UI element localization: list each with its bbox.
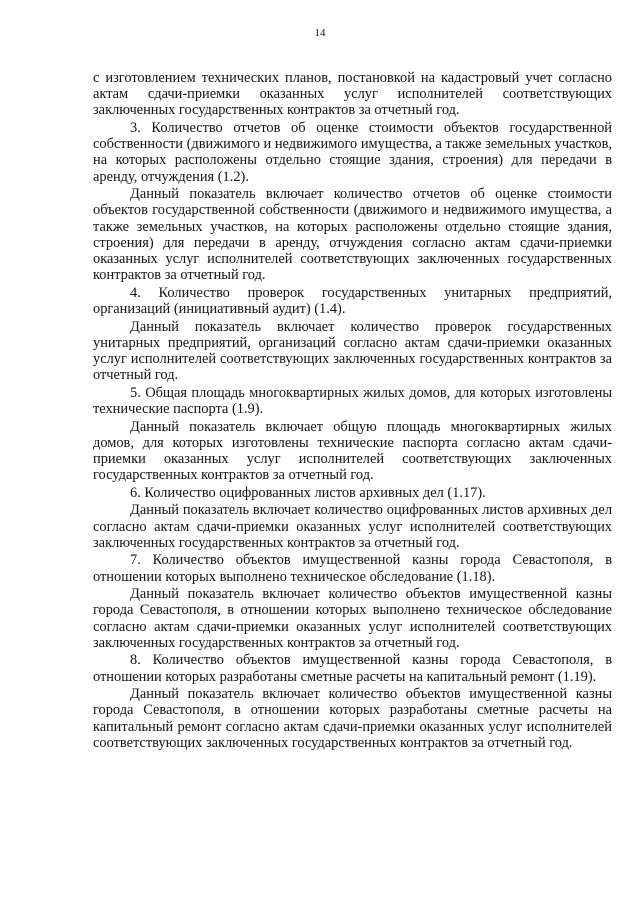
paragraph: 4. Количество проверок государственных унитарных предприятий, организаций (инициативный аудит) (1.4). (93, 284, 612, 318)
paragraph: 7. Количество объектов имущественной казны города Севастополя, в отношении которых выполнено техническое обследование (1.18). (93, 552, 612, 585)
paragraph: Данный показатель включает количество проверок государственных унитарных предприятий, организаций согласно актам сдачи-приемки оказанных услуг исполнителей соответствующих заключенных государственных контрактов за отчетный год. (93, 318, 612, 384)
paragraph: 8. Количество объектов имущественной казны города Севастополя, в отношении которых разработаны сметные расчеты на капитальный ремонт (1.19). (93, 652, 612, 685)
paragraph: 5. Общая площадь многоквартирных жилых домов, для которых изготовлены технические паспорта (1.9). (93, 384, 612, 418)
body-text (93, 70, 612, 752)
page-number: 14 (314, 27, 326, 39)
paragraph: 6. Количество оцифрованных листов архивных дел (1.17). (130, 484, 486, 501)
paragraph: Данный показатель включает количество объектов имущественной казны города Севастополя, в отношении которых выполнено техническое обследование согласно актам сдачи-приемки оказанных услуг исполнителей соответствующих заключенных государственных контрактов за отчетный год. (93, 586, 612, 651)
paragraph: с изготовлением технических планов, постановкой на кадастровый учет согласно актам сдачи-приемки оказанных услуг исполнителей соответствующих заключенных государственных контрактов за отчетный год. (93, 70, 612, 119)
paragraph: Данный показатель включает общую площадь многоквартирных жилых домов, для которых изготовлены технические паспорта согласно актам сдачи-приемки оказанных услуг исполнителей соответствующих заключенных государственных контрактов за отчетный год. (93, 418, 612, 484)
paragraph: Данный показатель включает количество объектов имущественной казны города Севастополя, в отношении которых разработаны сметные расчеты на капитальный ремонт согласно актам сдачи-приемки оказанных услуг исполнителей соответствующих заключенных государственных контрактов за отчетный год. (93, 686, 612, 751)
paragraph: 3. Количество отчетов об оценке стоимости объектов государственной собственности (движимого и недвижимого имущества, а также земельных участков, на которых расположены отдельно стоящие здания, строения) для передачи в аренду, отчуждения (1.2). (93, 120, 612, 185)
paragraph: Данный показатель включает количество отчетов об оценке стоимости объектов государственной собственности (движимого и недвижимого имущества, а также земельных участков, на которых расположены отдельно стоящие здания, строения) для передачи в аренду, отчуждения согласно актам сдачи-приемки оказанных услуг исполнителей соответствующих заключенных государственных контрактов за отчетный год. (93, 186, 612, 284)
paragraph: Данный показатель включает количество оцифрованных листов архивных дел согласно актам сдачи-приемки оказанных услуг исполнителей соответствующих заключенных государственных контрактов за отчетный год. (93, 502, 612, 551)
